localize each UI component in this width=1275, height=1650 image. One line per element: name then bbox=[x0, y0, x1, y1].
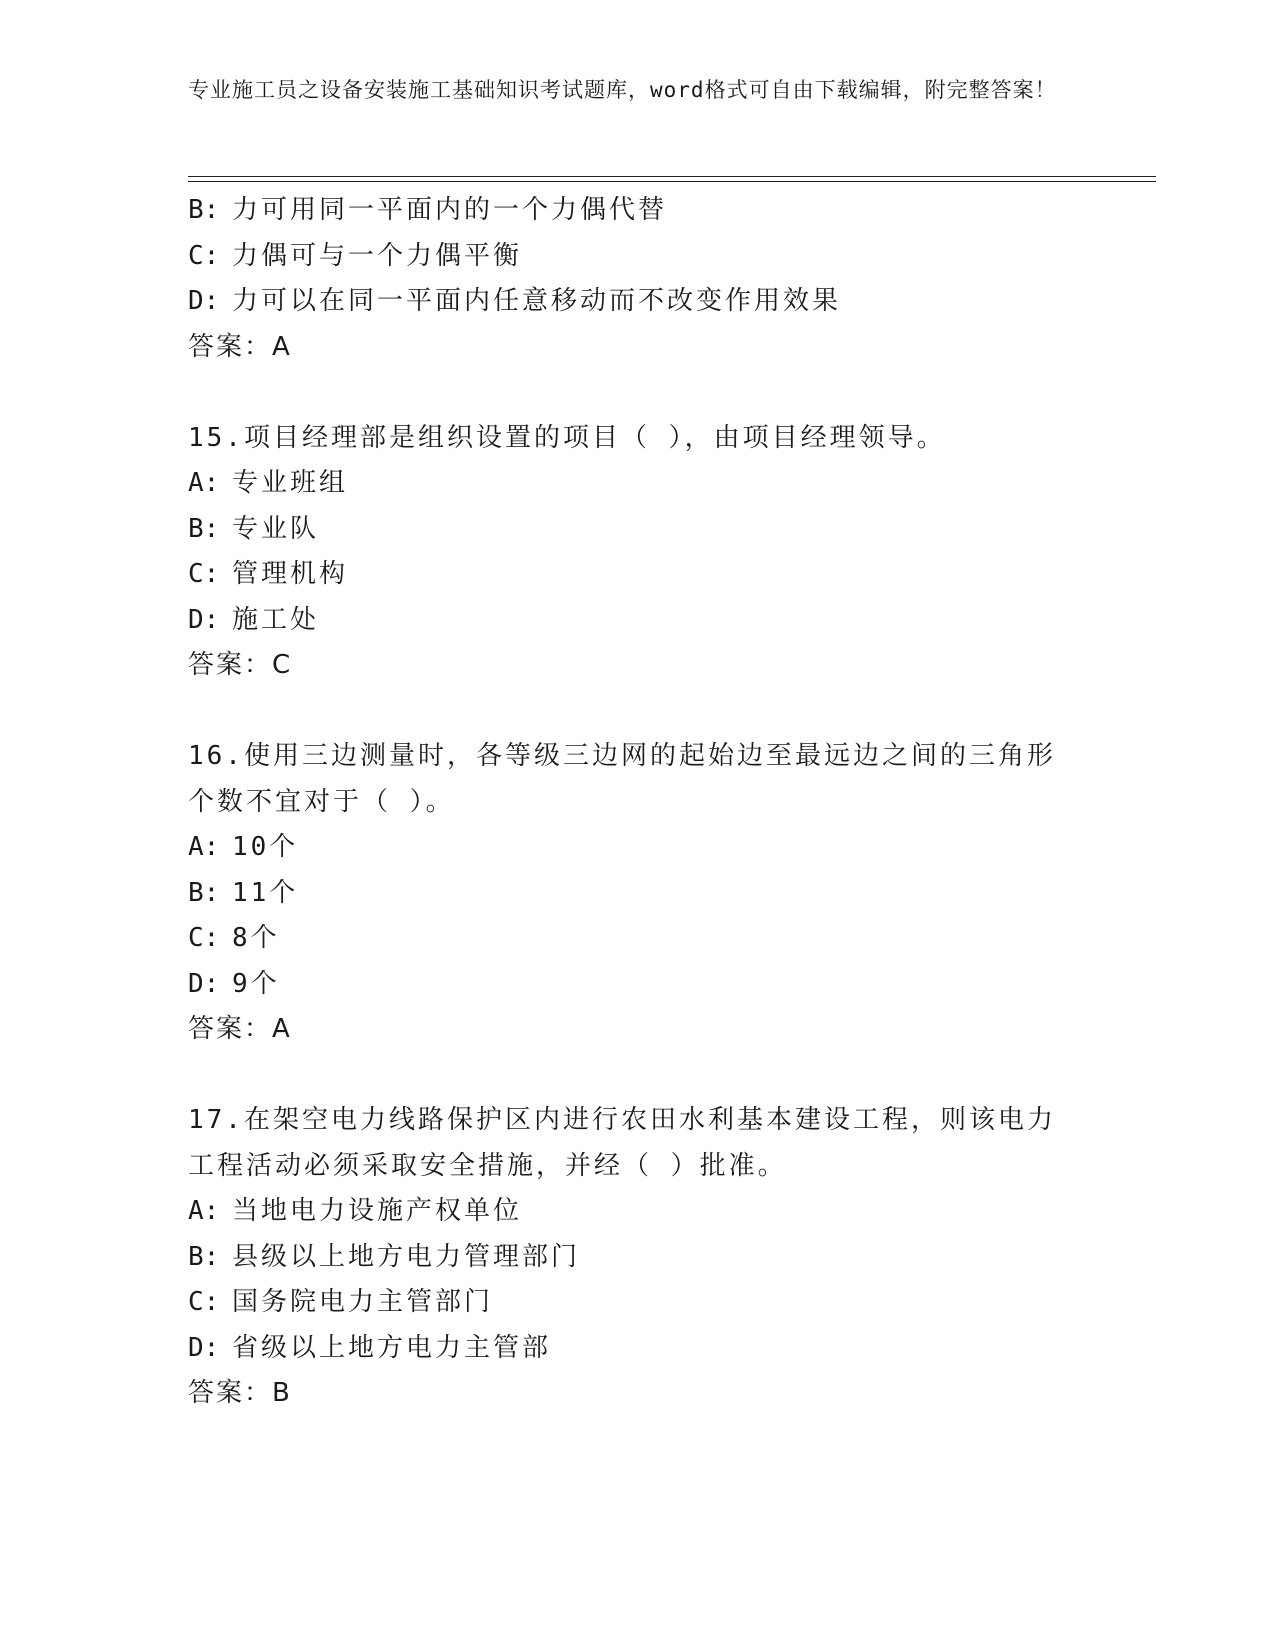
option-label: D: bbox=[188, 286, 220, 316]
option-d bbox=[188, 279, 1088, 325]
option-text: 施工处 bbox=[232, 604, 320, 635]
option-c bbox=[188, 234, 1088, 280]
spacer bbox=[188, 1053, 1088, 1099]
question-text: 17.在架空电力线路保护区内进行农田水利基本建设工程，则该电力工程活动必须采取安全措施，并经（ ）批准。 bbox=[188, 1105, 1056, 1181]
question-block-14 bbox=[188, 188, 1088, 370]
answer-line: 答案：A bbox=[188, 1014, 292, 1044]
option-label: C: bbox=[188, 240, 220, 271]
option-label: B: bbox=[188, 1241, 220, 1272]
option-text: 力可以在同一平面内任意移动而不改变作用效果 bbox=[232, 286, 842, 316]
option-text: 专业班组 bbox=[232, 468, 349, 498]
option-label: D: bbox=[188, 604, 220, 635]
option-text: 10个 bbox=[232, 832, 299, 862]
spacer bbox=[188, 689, 1088, 735]
option-label: C: bbox=[188, 559, 220, 589]
answer-line: 答案：A bbox=[188, 331, 292, 362]
option-label: A: bbox=[188, 832, 220, 862]
option-label: C: bbox=[188, 1287, 220, 1317]
option-label: A: bbox=[188, 1196, 220, 1226]
option-a bbox=[188, 1189, 1088, 1235]
option-label: B: bbox=[188, 513, 220, 544]
option-b bbox=[188, 507, 1088, 553]
option-text: 管理机构 bbox=[232, 559, 349, 589]
option-text: 县级以上地方电力管理部门 bbox=[232, 1241, 581, 1272]
option-text: 力可用同一平面内的一个力偶代替 bbox=[232, 195, 668, 225]
option-text: 8个 bbox=[232, 923, 280, 953]
option-d bbox=[188, 598, 1088, 644]
option-label: D: bbox=[188, 1332, 220, 1363]
answer-line: 答案：B bbox=[188, 1378, 292, 1408]
option-label: B: bbox=[188, 877, 220, 908]
option-d bbox=[188, 962, 1088, 1008]
option-text: 9个 bbox=[232, 968, 280, 999]
option-b bbox=[188, 1235, 1088, 1281]
option-text: 当地电力设施产权单位 bbox=[232, 1196, 523, 1226]
option-c bbox=[188, 916, 1088, 962]
option-a bbox=[188, 825, 1088, 871]
option-label: D: bbox=[188, 968, 220, 999]
option-c bbox=[188, 552, 1088, 598]
question-block-16 bbox=[188, 734, 1088, 1053]
spacer bbox=[188, 370, 1088, 416]
option-label: C: bbox=[188, 923, 220, 953]
option-label: A: bbox=[188, 468, 220, 498]
option-label: B: bbox=[188, 195, 220, 225]
option-b bbox=[188, 188, 1088, 234]
option-d bbox=[188, 1326, 1088, 1372]
option-a bbox=[188, 461, 1088, 507]
option-text: 专业队 bbox=[232, 513, 320, 544]
option-text: 国务院电力主管部门 bbox=[232, 1287, 494, 1317]
answer-line: 答案：C bbox=[188, 650, 293, 680]
option-text: 11个 bbox=[232, 877, 299, 908]
option-text: 省级以上地方电力主管部 bbox=[232, 1332, 552, 1363]
header-divider-top bbox=[188, 176, 1156, 177]
question-block-17 bbox=[188, 1098, 1088, 1417]
question-text: 16.使用三边测量时，各等级三边网的起始边至最远边之间的三角形个数不宜对于（ ）。 bbox=[188, 741, 1056, 817]
option-b bbox=[188, 871, 1088, 917]
question-block-15 bbox=[188, 416, 1088, 689]
question-text: 15.项目经理部是组织设置的项目（ ），由项目经理领导。 bbox=[188, 422, 946, 453]
document-header: 专业施工员之设备安装施工基础知识考试题库，word格式可自由下载编辑，附完整答案！ bbox=[188, 78, 1057, 102]
option-c bbox=[188, 1280, 1088, 1326]
document-body bbox=[188, 188, 1088, 1417]
option-text: 力偶可与一个力偶平衡 bbox=[232, 240, 523, 271]
header-divider-bottom bbox=[188, 181, 1156, 182]
